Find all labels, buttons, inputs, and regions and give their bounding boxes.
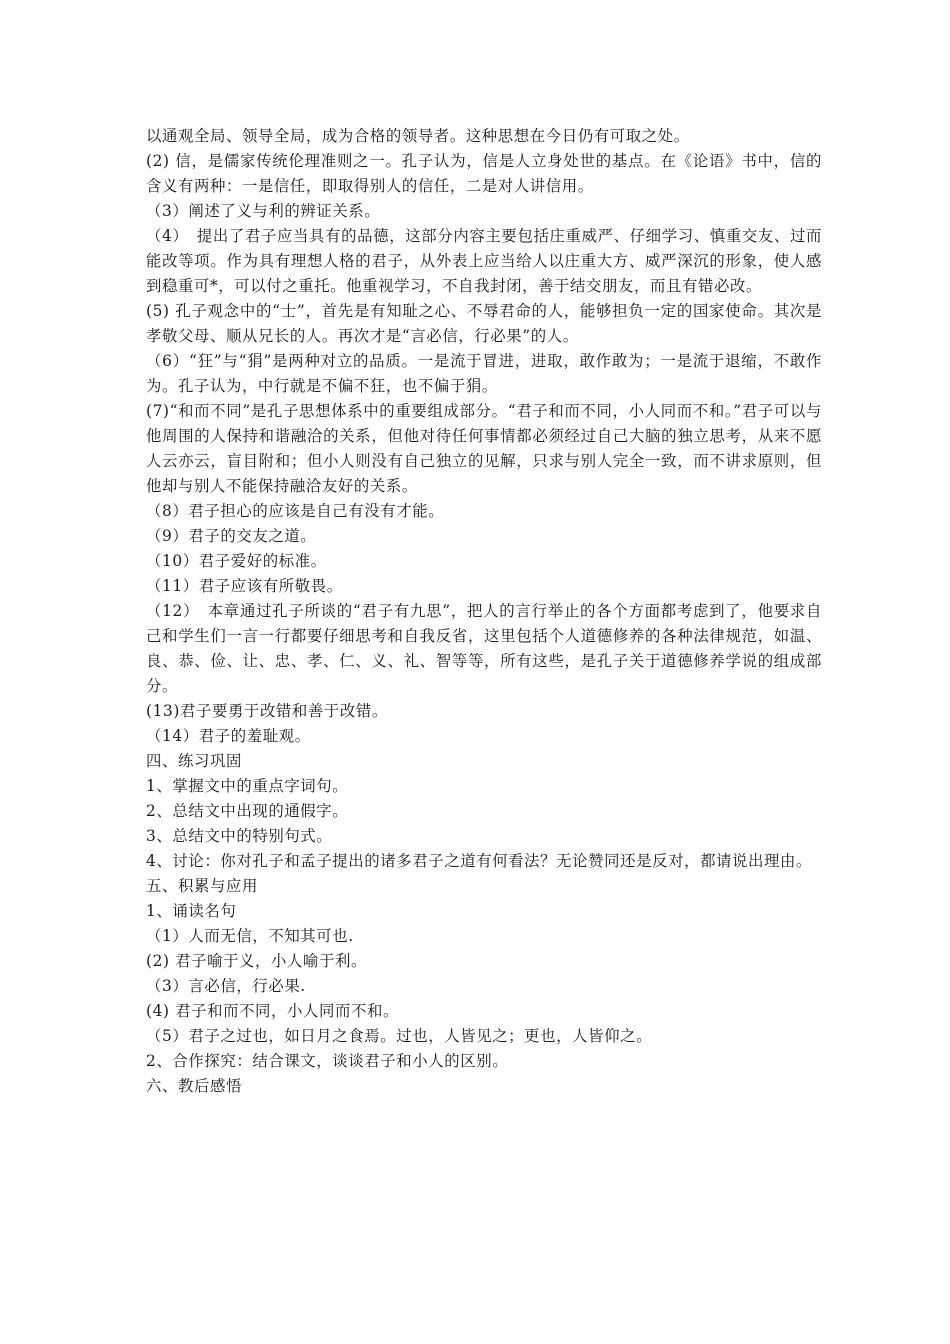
quote-1: （1）人而无信，不知其可也. bbox=[146, 927, 354, 945]
paragraph-item-11: （11）君子应该有所敬畏。 bbox=[146, 577, 343, 595]
accumulation-item-2: 2、合作探究：结合课文，谈谈君子和小人的区别。 bbox=[146, 1052, 509, 1070]
section-heading-practice: 四、练习巩固 bbox=[146, 752, 242, 770]
practice-item-1: 1、掌握文中的重点字词句。 bbox=[146, 777, 349, 795]
paragraph-item-7: (7)“和而不同”是孔子思想体系中的重要组成部分。“君子和而不同，小人同而不和。”君子可以与他周围的人保持和谐融洽的关系，但他对待任何事情都必须经过自己大脑的独立思考，从来不愿人云亦云，盲目附和；但小人则没有自己独立的见解，只求与别人完全一致，而不讲求原则，但他却与别人不能保持融洽友好的关系。 bbox=[146, 402, 822, 495]
paragraph-item-14: （14）君子的羞耻观。 bbox=[146, 727, 311, 745]
section-heading-reflection: 六、教后感悟 bbox=[146, 1077, 242, 1095]
quote-4: (4) 君子和而不同，小人同而不和。 bbox=[146, 1002, 399, 1020]
practice-item-2: 2、总结文中出现的通假字。 bbox=[146, 802, 349, 820]
quote-5: （5）君子之过也，如日月之食焉。过也，人皆见之；更也，人皆仰之。 bbox=[146, 1027, 653, 1045]
paragraph-item-12: （12） 本章通过孔子所谈的“君子有九思”，把人的言行举止的各个方面都考虑到了，他要求自己和学生们一言一行都要仔细思考和自我反省，这里包括个人道德修养的各种法律规范，如温、良、恭、俭、让、忠、孝、仁、义、礼、智等等，所有这些，是孔子关于道德修养学说的组成部分。 bbox=[146, 602, 822, 695]
paragraph-item-4: （4） 提出了君子应当具有的品德，这部分内容主要包括庄重威严、仔细学习、慎重交友、过而能改等项。作为具有理想人格的君子，从外表上应当给人以庄重大方、威严深沉的形象，使人感到稳重可*，可以付之重托。他重视学习，不自我封闭，善于结交朋友，而且有错必改。 bbox=[146, 227, 822, 295]
accumulation-item-1: 1、诵读名句 bbox=[146, 902, 237, 920]
paragraph-leadership: 以通观全局、领导全局，成为合格的领导者。这种思想在今日仍有可取之处。 bbox=[146, 127, 690, 145]
paragraph-item-8: （8）君子担心的应该是自己有没有才能。 bbox=[146, 502, 445, 520]
paragraph-item-5: (5) 孔子观念中的“士”，首先是有知耻之心、不辱君命的人，能够担负一定的国家使命。其次是孝敬父母、顺从兄长的人。再次才是“言必信，行必果”的人。 bbox=[146, 302, 822, 345]
paragraph-item-6: （6）“狂”与“狷”是两种对立的品质。一是流于冒进，进取，敢作敢为；一是流于退缩，不敢作为。孔子认为，中行就是不偏不狂，也不偏于狷。 bbox=[146, 352, 822, 395]
paragraph-item-3: （3）阐述了义与利的辨证关系。 bbox=[146, 202, 381, 220]
practice-item-4: 4、讨论：你对孔子和孟子提出的诸多君子之道有何看法？无论赞同还是反对，都请说出理由。 bbox=[146, 852, 813, 870]
quote-3: （3）言必信，行必果. bbox=[146, 977, 306, 995]
document-body bbox=[146, 124, 822, 1099]
practice-item-3: 3、总结文中的特别句式。 bbox=[146, 827, 333, 845]
paragraph-item-10: （10）君子爱好的标准。 bbox=[146, 552, 327, 570]
paragraph-item-13: (13)君子要勇于改错和善于改错。 bbox=[146, 702, 388, 720]
paragraph-item-2: (2) 信，是儒家传统伦理准则之一。孔子认为，信是人立身处世的基点。在《论语》书中，信的含义有两种：一是信任，即取得别人的信任，二是对人讲信用。 bbox=[146, 152, 822, 195]
paragraph-item-9: （9）君子的交友之道。 bbox=[146, 527, 317, 545]
section-heading-accumulation: 五、积累与应用 bbox=[146, 877, 258, 895]
quote-2: (2) 君子喻于义，小人喻于利。 bbox=[146, 952, 367, 970]
